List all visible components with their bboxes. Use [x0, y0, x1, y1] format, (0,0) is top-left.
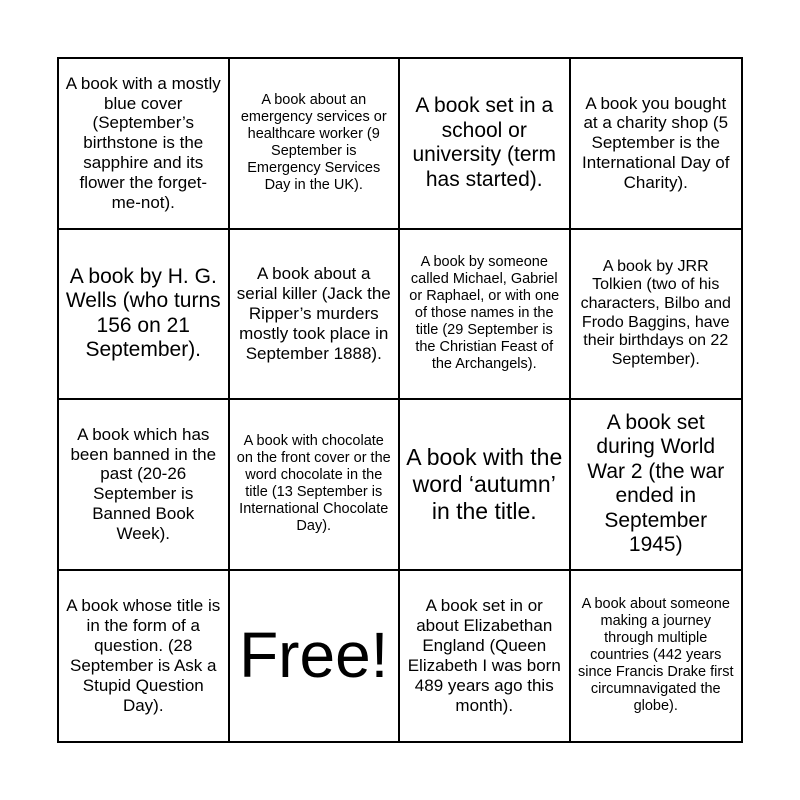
- bingo-cell[interactable]: [59, 400, 230, 571]
- cell-text: A book set in a school or university (term has started).: [412, 94, 557, 191]
- cell-text: A book by someone called Michael, Gabriel or Raphael, or with one of those names in the title (29 September is the Christian Feast of the Archangels).: [409, 254, 560, 373]
- cell-text: A book about someone making a journey through multiple countries (442 years since Francis Drake first circumnavigated the globe).: [577, 596, 734, 715]
- bingo-cell[interactable]: [59, 59, 230, 230]
- bingo-cell[interactable]: [571, 230, 742, 401]
- cell-text: A book by H. G. Wells (who turns 156 on 21 September).: [65, 264, 221, 362]
- cell-text: A book by JRR Tolkien (two of his characters, Bilbo and Frodo Baggins, have their birthdays on 22 September).: [580, 257, 731, 369]
- bingo-cell[interactable]: [400, 230, 571, 401]
- bingo-cell[interactable]: [59, 571, 230, 742]
- cell-text: A book which has been banned in the past (20-26 September is Banned Book Week).: [70, 424, 217, 543]
- bingo-cell[interactable]: [230, 400, 401, 571]
- cell-text: A book with a mostly blue cover (September’s birthstone is the sapphire and its flower the forget-me-not).: [65, 73, 221, 212]
- bingo-cell[interactable]: [400, 571, 571, 742]
- bingo-cell[interactable]: [400, 59, 571, 230]
- cell-text: A book with chocolate on the front cover or the word chocolate in the title (13 September is International Chocolate Day).: [236, 433, 391, 535]
- bingo-cell[interactable]: [571, 59, 742, 230]
- bingo-cell[interactable]: [571, 571, 742, 742]
- bingo-cell[interactable]: [230, 230, 401, 401]
- free-space-cell[interactable]: [230, 571, 401, 742]
- bingo-cell[interactable]: [400, 400, 571, 571]
- cell-text: A book set during World War 2 (the war ended in September 1945): [587, 410, 725, 557]
- free-space-label: Free!: [239, 619, 389, 692]
- cell-text: A book about a serial killer (Jack the Ripper’s murders mostly took place in September 1888).: [236, 264, 391, 363]
- bingo-cell[interactable]: [59, 230, 230, 401]
- bingo-cell[interactable]: [571, 400, 742, 571]
- cell-text: A book about an emergency services or healthcare worker (9 September is Emergency Services Day in the UK).: [240, 92, 387, 194]
- cell-text: A book whose title is in the form of a question. (28 September is Ask a Stupid Question Day).: [66, 596, 221, 715]
- cell-text: A book with the word ‘autumn’ in the title.: [406, 443, 563, 524]
- cell-text: A book set in or about Elizabethan England (Queen Elizabeth I was born 489 years ago this month).: [407, 596, 561, 715]
- bingo-cell[interactable]: [230, 59, 401, 230]
- cell-text: A book you bought at a charity shop (5 September is the International Day of Charity).: [582, 93, 730, 193]
- bingo-board: [57, 57, 743, 743]
